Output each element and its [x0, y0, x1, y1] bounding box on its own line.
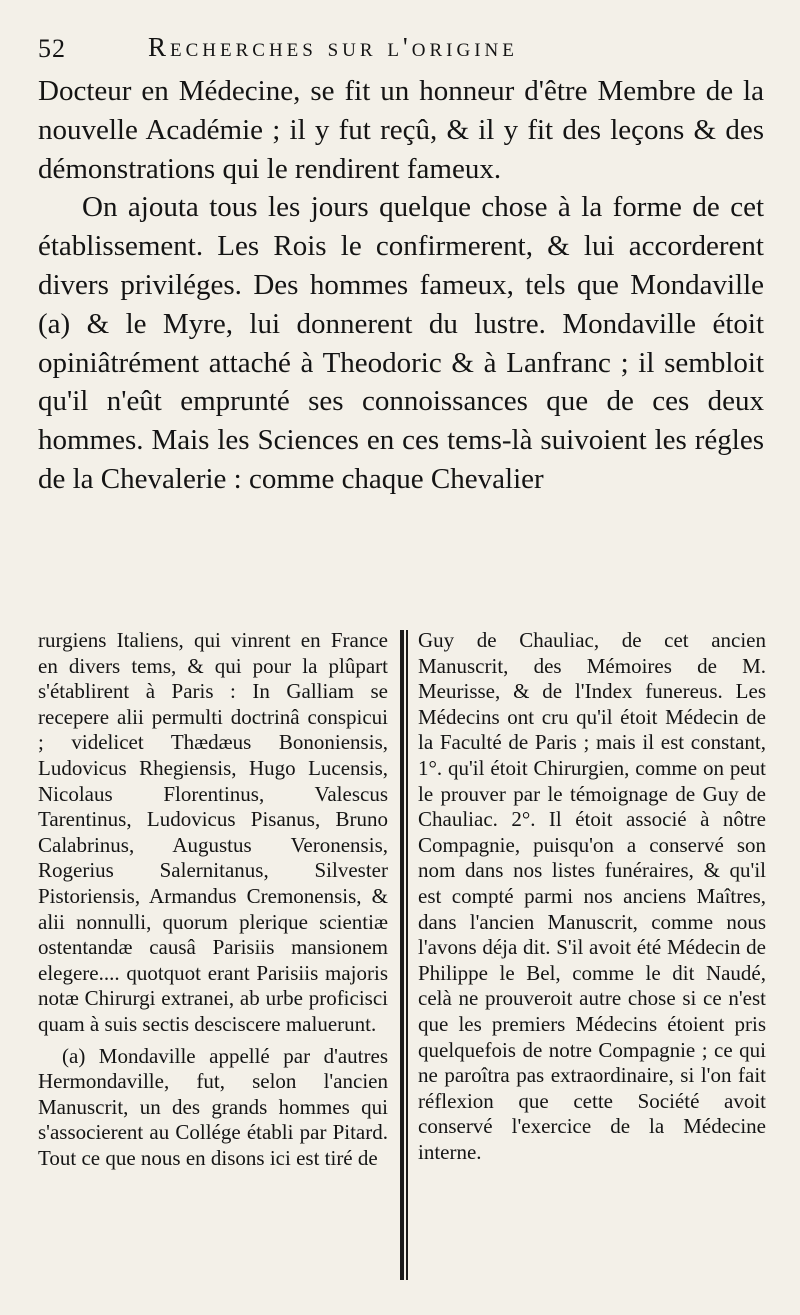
- footnote-left-column: [38, 628, 388, 1278]
- column-divider: [400, 630, 404, 1280]
- column-divider-thin: [406, 630, 408, 1280]
- footnote-continuation: rurgiens Italiens, qui vinrent en France en divers tems, & qui pour la plûpart s'établirent à Paris : In Galliam se recepere alii permulti doctrinâ conspicui ; videlicet Thædæus Bononiensis, Ludovicus Rhegiensis, Hugo Lucensis, Nicolaus Florentinus, Valescus Tarentinus, Ludovicus Pisanus, Bruno Calabrinus, Augustus Veronensis, Rogerius Salernitanus, Silvester Pistoriensis, Armandus Cremonensis, & alii nonnulli, quorum plerique scientiæ ostentandæ causâ Parisiis mansionem elegere.... quotquot erant Parisiis majoris notæ Chirurgi extranei, ab urbe proficisci quam à suis sectis desciscere maluerunt.: [38, 628, 388, 1036]
- page-header: [38, 30, 778, 70]
- footnote-a: (a) Mondaville appellé par d'autres Hermondaville, fut, selon l'ancien Manuscrit, un des grands hommes qui s'associerent au Collége établi par Pitard. Tout ce que nous en disons ici est tiré de: [38, 1043, 388, 1170]
- footnote-a-continuation: Guy de Chauliac, de cet ancien Manuscrit, des Mémoires de M. Meurisse, & de l'Index funereus. Les Médecins ont cru qu'il étoit Médecin de la Faculté de Paris ; mais il est constant, 1°. qu'il étoit Chirurgien, comme on peut le prouver par le témoignage de Guy de Chauliac. 2°. Il étoit associé à nôtre Compagnie, puisqu'on a conservé son nom dans nos listes funéraires, & qu'il est compté parmi nos anciens Maîtres, dans l'ancien Manuscrit, comme nous l'avons déja dit. S'il avoit été Médecin de Philippe le Bel, comme le dit Naudé, celà ne prouveroit autre chose si ce n'est que les premiers Médecins étoient pris quelquefois de notre Compagnie ; ce qui ne paroîtra pas extraordinaire, si l'on fait réflexion que cette Société avoit conservé l'exercice de la Médecine interne.: [418, 628, 766, 1164]
- footnote-right-column: [418, 628, 766, 1278]
- main-paragraph-1: Docteur en Médecine, se fit un honneur d'être Membre de la nouvelle Académie ; il y fut reçû, & il y fit des leçons & des démonstrations qui le rendirent fameux.: [38, 75, 764, 185]
- main-paragraph-2: On ajouta tous les jours quelque chose à la forme de cet établissement. Les Rois le confirmerent, & lui accorderent divers priviléges. Des hommes fameux, tels que Mondaville (a) & le Myre, lui donnerent du lustre. Mondaville étoit opiniâtrément attaché à Theodoric & à Lanfranc ; il sembloit qu'il n'eût emprunté ses connoissances que de ces deux hommes. Mais les Sciences en ces tems-là suivoient les régles de la Chevalerie : comme chaque Chevalier: [38, 191, 764, 495]
- running-title: Recherches sur l'origine: [148, 32, 518, 62]
- main-text: [38, 72, 764, 499]
- page-number: 52: [38, 34, 66, 63]
